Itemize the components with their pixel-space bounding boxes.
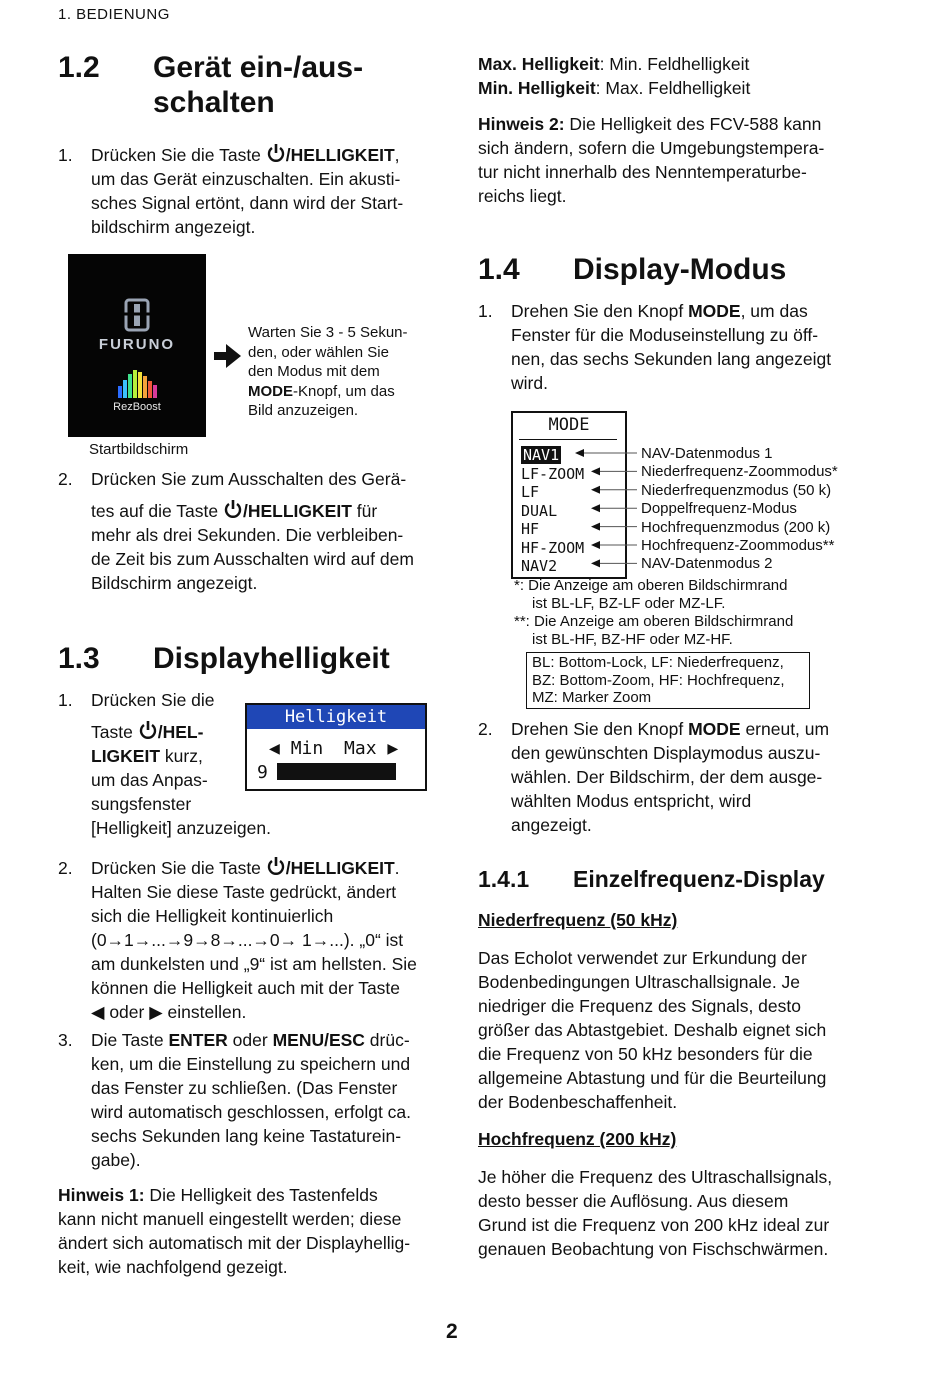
text-line: mehr als drei Sekunden. Die verbleiben- — [91, 525, 404, 545]
text: -Knopf, um das — [293, 382, 395, 400]
footnote-line: **: Die Anzeige am oberen Bildschirmrand — [514, 613, 794, 630]
text-line: gabe). — [91, 1150, 141, 1170]
text-line: ◀ oder ▶ einstellen. — [91, 1002, 247, 1022]
section-heading-1-2 — [58, 50, 438, 124]
mode-description: Hochfrequenzmodus (200 k) — [641, 518, 831, 536]
key-label: /HELLIGKEIT — [243, 501, 352, 521]
brightness-scale — [269, 738, 398, 759]
pointer-arrowhead-icon — [575, 449, 584, 457]
text-line: tur nicht innerhalb des Nenntemperaturbe- — [478, 162, 807, 182]
text: Drehen Sie den Knopf — [511, 719, 689, 739]
key-label: MODE — [688, 301, 741, 321]
section-title-line: Gerät ein-/aus- — [153, 51, 364, 84]
text-line: wird automatisch geschlossen, erfolgt ca. — [91, 1102, 412, 1122]
list-item — [58, 1028, 438, 1178]
list-item — [58, 467, 438, 597]
key-label: MODE — [248, 382, 293, 400]
brand-wordmark: FURUNO — [98, 336, 176, 353]
text: drüc- — [364, 1030, 410, 1050]
term: Max. Helligkeit — [478, 54, 600, 74]
list-item — [58, 143, 438, 243]
section-title-line: schalten — [153, 86, 275, 119]
text: tes auf die Taste — [91, 501, 223, 521]
text-line: Drücken Sie die — [91, 690, 215, 710]
list-number: 2. — [58, 858, 73, 878]
list-number: 1. — [58, 690, 73, 710]
rezboost-equalizer-icon — [118, 370, 157, 398]
hf-heading: Hochfrequenz (200 kHz) — [478, 1129, 677, 1149]
brightness-mapping — [478, 52, 878, 100]
text: kurz, — [160, 746, 203, 766]
brightness-value: 9 — [257, 762, 268, 783]
mode-item: NAV1 — [523, 446, 560, 464]
text: . — [394, 858, 400, 878]
note-2 — [478, 112, 878, 208]
text-line: sungsfenster — [91, 794, 192, 814]
lf-paragraph — [478, 946, 898, 1114]
max-label: Max — [344, 738, 377, 759]
text-line: Warten Sie 3 - 5 Sekun- — [248, 324, 408, 341]
key-label: MENU/ESC — [272, 1030, 365, 1050]
section-number: 1.4.1 — [478, 866, 530, 892]
footnote-line: ist BL-LF, BZ-LF oder MZ-LF. — [532, 595, 726, 612]
text-line: genauen Beobachtung von Fischschwärmen. — [478, 1239, 829, 1259]
brightness-window — [245, 703, 427, 791]
key-label: /HELLIGKEIT — [285, 858, 395, 878]
text-line: kann nicht manuell eingestellt werden; diese — [58, 1209, 402, 1229]
text-line: können die Helligkeit auch mit der Taste — [91, 978, 401, 998]
mode-description: Doppelfrequenz-Modus — [641, 500, 797, 518]
text-line: allgemeine Abtastung und für die Beurteilung — [478, 1068, 827, 1088]
note-1 — [58, 1183, 443, 1279]
text-line: Das Echolot verwendet zur Erkundung der — [478, 948, 807, 968]
text-line: Bildschirm angezeigt. — [91, 573, 258, 593]
min-label: Min — [290, 738, 324, 759]
text-line: den gewünschten Displaymodus auszu- — [511, 743, 821, 763]
text-line: desto besser die Auflösung. Aus diesem — [478, 1191, 789, 1211]
mode-description: NAV-Datenmodus 1 — [641, 445, 773, 462]
legend-line: MZ: Marker Zoom — [532, 689, 652, 706]
key-label: LIGKEIT — [91, 746, 161, 766]
mode-footnotes — [514, 577, 793, 649]
text: Drücken Sie die Taste — [91, 145, 266, 165]
key-label: ENTER — [168, 1030, 228, 1050]
text: erneut, um — [740, 719, 830, 739]
divider — [519, 439, 617, 440]
text: Die Helligkeit des FCV-588 kann — [564, 114, 822, 134]
text-line: nen, das sechs Sekunden lang angezeigt — [511, 349, 832, 369]
text-line: Bild anzuzeigen. — [248, 402, 359, 419]
startup-info-text — [248, 323, 408, 421]
text: Die Taste — [91, 1030, 169, 1050]
note-label: Hinweis 2: — [478, 114, 565, 134]
key-label: MODE — [688, 719, 741, 739]
text-line: Halten Sie diese Taste gedrückt, ändert — [91, 882, 397, 902]
mode-item: LF-ZOOM — [521, 465, 585, 483]
mode-pointer-arrows — [575, 443, 645, 573]
text: , — [394, 145, 400, 165]
section-title: Einzelfrequenz-Display — [573, 866, 825, 892]
text-line: sich ändern, sofern die Umgebungstempera- — [478, 138, 825, 158]
mode-description: Niederfrequenz-Zoommodus* — [641, 463, 838, 481]
mode-item: HF-ZOOM — [521, 538, 585, 557]
text-line: angezeigt. — [511, 815, 592, 835]
rezboost-label: RezBoost — [113, 401, 161, 413]
power-icon — [266, 143, 286, 163]
text: für — [351, 501, 378, 521]
power-icon — [138, 720, 158, 740]
power-icon — [266, 856, 286, 876]
pointer-arrowhead-icon — [591, 504, 600, 512]
list-number: 2. — [478, 719, 493, 739]
left-triangle-icon: ◀ — [269, 738, 280, 759]
footnote-line: *: Die Anzeige am oberen Bildschirmrand — [514, 577, 788, 594]
text-line: bildschirm angezeigt. — [91, 217, 256, 237]
page-number: 2 — [446, 1320, 458, 1343]
list-number: 2. — [58, 469, 73, 489]
hf-paragraph — [478, 1165, 898, 1261]
section-title: Displayhelligkeit — [153, 642, 390, 675]
text-line: um das Gerät einzuschalten. Ein akusti- — [91, 169, 401, 189]
text: Die Helligkeit des Tastenfelds — [144, 1185, 378, 1205]
lf-heading: Niederfrequenz (50 kHz) — [478, 910, 678, 930]
text-line: sechs Sekunden lang keine Tastaturein- — [91, 1126, 402, 1146]
text: Drehen Sie den Knopf — [511, 301, 689, 321]
right-triangle-icon: ▶ — [387, 738, 399, 759]
list-item — [478, 299, 878, 399]
mode-menu-title: MODE — [548, 415, 590, 435]
text-line: größer das Abtastgebiet. Deshalb eignet sich — [478, 1020, 827, 1040]
power-icon — [223, 499, 243, 519]
section-heading-1-3 — [58, 641, 438, 677]
window-title: Helligkeit — [247, 705, 425, 729]
pointer-arrowhead-icon — [591, 523, 600, 531]
text-line: Je höher die Frequenz des Ultraschallsignals, — [478, 1167, 833, 1187]
text-line: (0→1→...→9→8→...→0→ 1→...). „0“ ist — [91, 930, 404, 950]
text-line: sches Signal ertönt, dann wird der Start- — [91, 193, 404, 213]
text-line: die Frequenz von 50 kHz besonders für die — [478, 1044, 813, 1064]
text-line: um das Anpas- — [91, 770, 208, 790]
text-line: den Modus mit dem — [248, 363, 380, 380]
text-line: der Bodenbeschaffenheit. — [478, 1092, 678, 1112]
legend-line: BZ: Bottom-Zoom, HF: Hochfrequenz, — [532, 671, 785, 689]
mode-label-list — [641, 445, 838, 574]
pointer-arrowhead-icon — [591, 541, 600, 549]
text-line: das Fenster zu schließen. (Das Fenster — [91, 1078, 398, 1098]
abbreviation-legend — [526, 652, 810, 709]
mode-item: HF — [521, 520, 540, 539]
term: Min. Helligkeit — [478, 78, 596, 98]
section-number: 1.2 — [58, 51, 100, 84]
text-line: niedriger die Frequenz des Signals, desto — [478, 996, 801, 1016]
text-line: Bodenbedingungen Ultraschallsignale. Je — [478, 972, 801, 992]
text-line: sich die Helligkeit kontinuierlich — [91, 906, 334, 926]
text-line: ken, um die Einstellung zu speichern und — [91, 1054, 411, 1074]
section-title: Display-Modus — [573, 253, 787, 286]
pointer-arrowhead-icon — [591, 467, 600, 475]
text: , um das — [740, 301, 808, 321]
text-line: wählten Modus entspricht, wird — [511, 791, 752, 811]
right-arrow-icon — [214, 343, 242, 369]
list-item — [58, 856, 438, 1026]
text-line: ändert sich automatisch mit der Displayhellig- — [58, 1233, 411, 1253]
text-line: Fenster für die Moduseinstellung zu öff- — [511, 325, 819, 345]
text: Drücken Sie die Taste — [91, 858, 266, 878]
mode-item: LF — [521, 483, 540, 502]
text-line: reichs liegt. — [478, 186, 567, 206]
text: : Min. Feldhelligkeit — [599, 54, 750, 74]
footnote-line: ist BL-HF, BZ-HF oder MZ-HF. — [532, 631, 733, 648]
list-number: 1. — [478, 301, 493, 321]
legend-line: BL: Bottom-Lock, LF: Niederfrequenz, — [532, 654, 784, 671]
text: : Max. Feldhelligkeit — [595, 78, 751, 98]
pointer-arrowhead-icon — [591, 559, 600, 567]
pointer-arrowhead-icon — [591, 486, 600, 494]
text-line: den, oder wählen Sie — [248, 343, 389, 361]
mode-description: Niederfrequenzmodus (50 k) — [641, 481, 832, 499]
text-line: de Zeit bis zum Ausschalten wird auf dem — [91, 549, 414, 569]
text-line: wird. — [511, 373, 548, 393]
mode-description: NAV-Datenmodus 2 — [641, 555, 773, 573]
key-label: /HELLIGKEIT — [285, 145, 395, 165]
text: oder — [227, 1030, 273, 1050]
text-line: am dunkelsten und „9“ ist am hellsten. Sie — [91, 954, 417, 974]
text-line: Grund ist die Frequenz von 200 kHz ideal zur — [478, 1215, 830, 1235]
note-label: Hinweis 1: — [58, 1185, 145, 1205]
figure-caption: Startbildschirm — [89, 441, 189, 458]
text: Taste — [91, 722, 138, 742]
subsection-heading-1-4-1 — [478, 866, 898, 894]
mode-item: NAV2 — [521, 556, 558, 575]
key-label: /HEL- — [157, 722, 204, 742]
text-line: wählen. Der Bildschirm, der dem ausge- — [511, 767, 823, 787]
startup-screen-image — [68, 254, 206, 437]
list-number: 3. — [58, 1030, 73, 1050]
section-number: 1.4 — [478, 253, 520, 286]
text-line: keit, wie nachfolgend gezeigt. — [58, 1257, 288, 1277]
mode-description: Hochfrequenz-Zoommodus** — [641, 537, 835, 555]
mode-item: DUAL — [521, 501, 558, 520]
list-item — [478, 717, 878, 842]
brightness-bar — [277, 763, 396, 780]
section-number: 1.3 — [58, 642, 100, 675]
list-number: 1. — [58, 145, 73, 165]
section-heading-1-4 — [478, 252, 898, 288]
text-line: Drücken Sie zum Ausschalten des Gerä- — [91, 469, 407, 489]
text-line: [Helligkeit] anzuzeigen. — [91, 818, 271, 838]
running-header: 1. BEDIENUNG — [58, 6, 170, 23]
